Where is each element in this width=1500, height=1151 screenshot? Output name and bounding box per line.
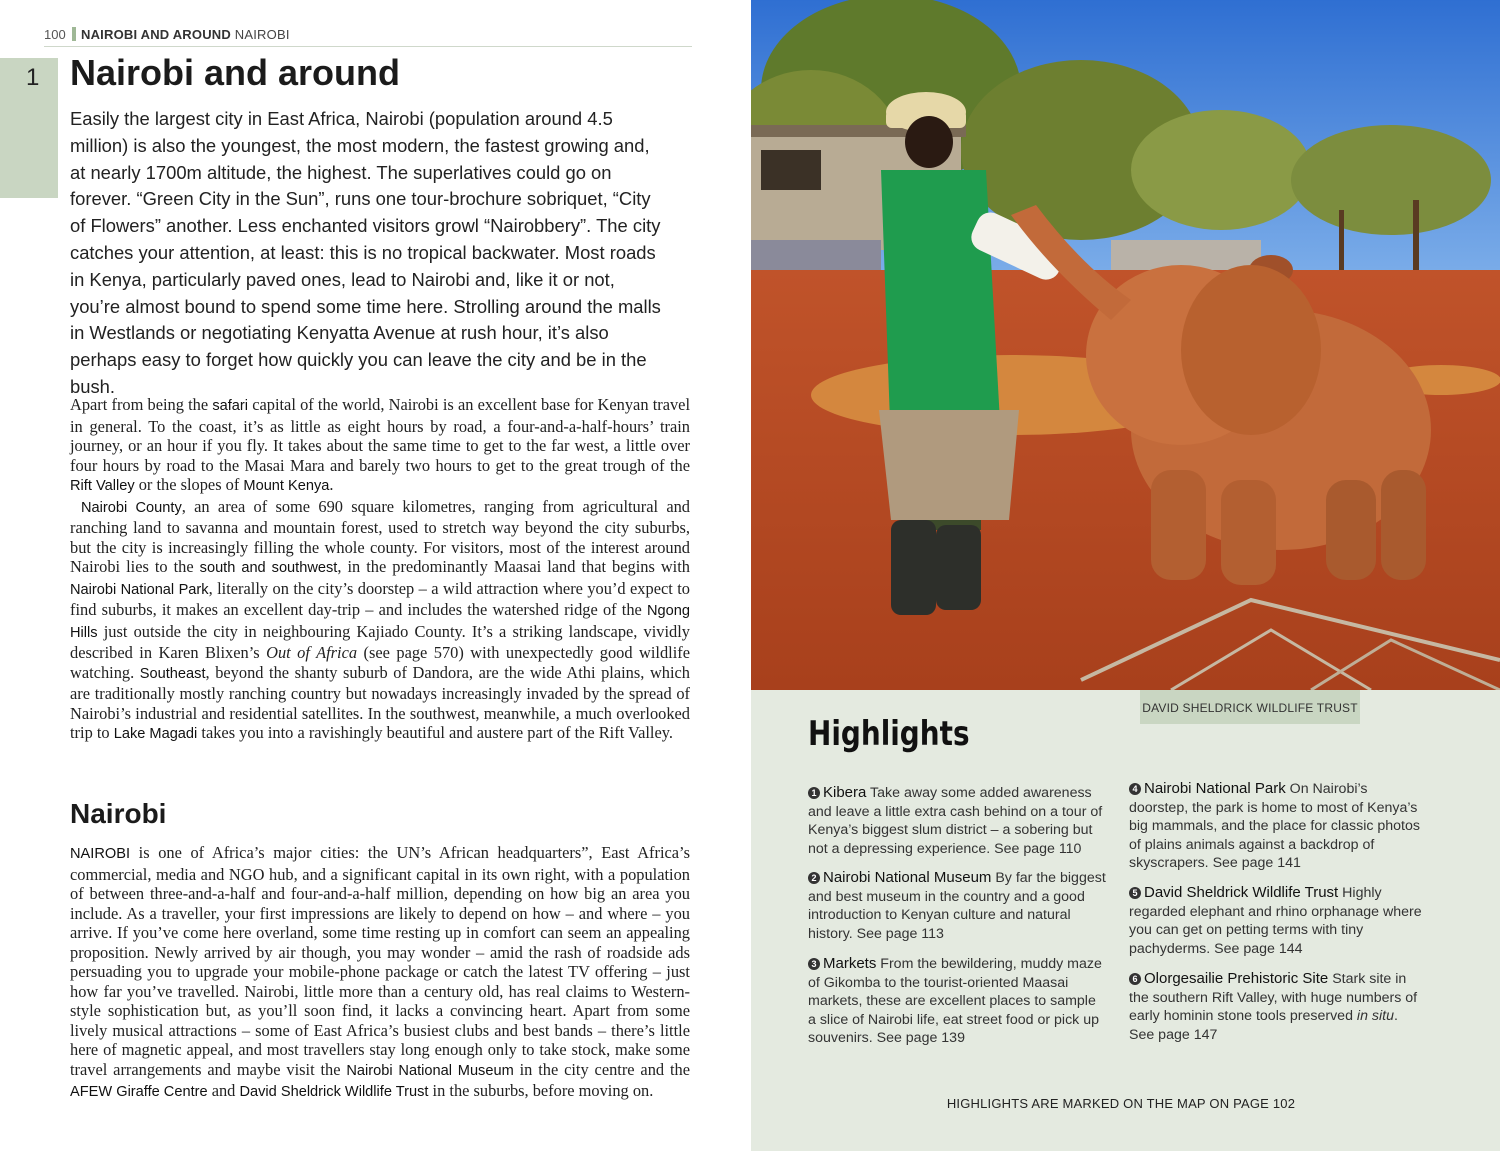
number-badge: 6 xyxy=(1129,973,1141,985)
keyword-nairobi-county: Nairobi County xyxy=(81,499,182,516)
text-run: is one of Africa’s major cities: the UN’s African headquarters”, East Africa’s commercial, media and NGO hub, and a significant capital in its own right, with a population of between three-and-a-half and four-and-a-half million, depending on how big an area you include. As a traveller, your first impressions are likely to depend on how – and where – you arrive. If you’ve come here overland, some time resting up in comfort can seem an appealing proposition. Newly arrived by air though, you may wonder – amid the rash of roadside ads persuading you to upgrade your mobile-phone package or catch the latest TV offering – just how far you’ve travelled. Nairobi, little more than a century old, has real claims to Western-style sophistication but, as you’ll soon find, it lacks a convincing heart. Apart from some lively musical attractions – some of East Africa’s busiest clubs and best bands – there’s little here of magnetic appeal, and most travellers stay long enough only to take stock, make some travel arrangements and maybe visit the xyxy=(70,843,690,1079)
text-run: Apart from being the xyxy=(70,395,213,414)
map-reference-note: HIGHLIGHTS ARE MARKED ON THE MAP ON PAGE 102 xyxy=(946,1096,1296,1111)
keyword-ngong-hills: Ngong Hills xyxy=(70,603,690,641)
highlight-text: Take away some added awareness and leave a little extra cash behind on a tour of Kenya’s biggest slum district – a sobering but not a depressing experience. See page 110 xyxy=(808,785,1103,857)
keyword-lake-magadi: Lake Magadi xyxy=(113,726,198,742)
keyword-safari: safari xyxy=(212,398,249,414)
highlight-text-end: . See page 147 xyxy=(1129,1008,1398,1043)
book-title-out-of-africa: Out of Africa xyxy=(266,643,358,662)
highlight-item xyxy=(1129,884,1427,958)
text-run: . xyxy=(329,475,334,494)
text-run: in the suburbs, before moving on. xyxy=(428,1081,654,1100)
text-run: , beyond the shanty suburb of Dandora, are the wide Athi plains, which are traditionally mostly ranching country but nowadays increasingly invaded by the spread of Nairobi’s industrial and residential satellites. In the southwest, meanwhile, a much overlooked trip to xyxy=(70,662,691,742)
highlight-text: Highly regarded elephant and rhino orphanage where you can get on petting terms with tiny pachyderms. See page 144 xyxy=(1129,885,1422,957)
paragraph-safari xyxy=(70,395,690,497)
keyword-nairobi-national-park: Nairobi National Park xyxy=(70,581,209,598)
text-run: , an area of some 690 square kilometres, ranging from agricultural and ranching land to savanna and mountain forest, used to stretch way beyond the city suburbs, but the city is increasingly filling the whole county. For visitors, most of the interest around Nairobi lies to the xyxy=(70,496,691,576)
number-badge: 3 xyxy=(808,958,820,970)
highlight-item xyxy=(1129,970,1427,1044)
chapter-tab xyxy=(0,58,58,198)
highlight-item xyxy=(808,869,1106,943)
highlight-item xyxy=(808,784,1106,858)
header-subsection: NAIROBI xyxy=(234,27,290,42)
header-section xyxy=(81,27,290,42)
paragraph-nairobi xyxy=(70,843,690,1103)
page-number: 100 xyxy=(44,27,66,42)
keyword-rift-valley: Rift Valley xyxy=(70,478,135,494)
text-run: just outside the city in neighbouring Kajiado County. It’s a striking landscape, vividly described in Karen Blixen’s xyxy=(70,621,690,662)
keyword-south-southwest: south and southwest xyxy=(199,560,338,576)
keyword-afew-giraffe-centre: AFEW Giraffe Centre xyxy=(70,1084,208,1100)
keyword-mount-kenya: Mount Kenya xyxy=(243,478,330,494)
keyword-southeast: Southeast xyxy=(139,665,206,682)
number-badge: 1 xyxy=(808,787,820,799)
text-run: in the city centre and the xyxy=(513,1059,690,1079)
paragraph-nairobi-county xyxy=(70,497,690,745)
text-run: , literally on the city’s doorstep – a wild attraction where you’d expect to find suburbs, it makes an excellent day-trip – and includes the watershed ridge of the xyxy=(70,578,690,619)
chapter-number: 1 xyxy=(26,64,40,91)
header-section-title: NAIROBI AND AROUND xyxy=(81,27,231,42)
number-badge: 2 xyxy=(808,872,820,884)
highlight-text: By far the biggest and best museum in the country and a good introduction to Kenyan culture and natural history. See page 113 xyxy=(808,870,1106,942)
text-run: and xyxy=(207,1081,240,1100)
keyword-david-sheldrick: David Sheldrick Wildlife Trust xyxy=(239,1084,429,1100)
highlight-name: Nairobi National Park xyxy=(1144,780,1286,797)
text-run: (see page 570) with unexpectedly good wildlife watching. xyxy=(70,643,690,682)
elephant-feeding-photo xyxy=(751,0,1500,690)
section-title: Nairobi xyxy=(70,798,167,829)
running-header xyxy=(44,26,692,47)
text-run: capital of the world, Nairobi is an excellent base for Kenyan travel in general. To the coast, it’s as little as eight hours by road, a four-and-a-half-hours’ train journey, or an hour if you fly. It takes about the same time to get to the far west, a little over four hours by road to the Masai Mara and barely two hours to get to the great trough of the xyxy=(70,395,691,475)
number-badge: 4 xyxy=(1129,783,1141,795)
highlight-item xyxy=(808,955,1106,1048)
keyword-nairobi-national-museum: Nairobi National Museum xyxy=(346,1062,514,1079)
photo-credit: DAVID SHELDRICK WILDLIFE TRUST xyxy=(1140,690,1360,724)
photo-illustration xyxy=(751,0,1500,690)
text-run: or the slopes of xyxy=(134,475,244,494)
text-run: , in the predominantly Maasai land that begins with xyxy=(337,557,690,576)
highlight-text: On Nairobi’s doorstep, the park is home to most of Kenya’s big mammals, and the place for classic photos of plains animals against a backdrop of skyscrapers. See page 141 xyxy=(1129,781,1420,872)
highlight-name: Kibera xyxy=(823,784,867,801)
body-text-intro xyxy=(70,395,690,745)
header-accent-bar xyxy=(72,27,76,41)
highlight-name: Markets xyxy=(823,955,877,972)
number-badge: 5 xyxy=(1129,887,1141,899)
highlight-name: Olorgesailie Prehistoric Site xyxy=(1144,970,1329,987)
highlights-title: Highlights xyxy=(808,714,970,754)
keyword-nairobi: NAIROBI xyxy=(70,846,131,862)
body-text-nairobi xyxy=(70,843,690,1103)
highlight-name: David Sheldrick Wildlife Trust xyxy=(1144,884,1339,901)
highlight-name: Nairobi National Museum xyxy=(823,869,992,886)
chapter-title: Nairobi and around xyxy=(70,52,401,93)
highlight-text: Stark site in the southern Rift Valley, with huge numbers of early hominin stone tools preserved xyxy=(1129,971,1418,1025)
highlight-italic: in situ xyxy=(1356,1008,1394,1025)
highlight-text: From the bewildering, muddy maze of Gikomba to the tourist-oriented Maasai markets, these are excellent places to sample a slice of Nairobi life, eat street food or pick up souvenirs. See page 139 xyxy=(808,956,1102,1047)
intro-paragraph: Easily the largest city in East Africa, Nairobi (population around 4.5 million) is also the youngest, the most modern, the fastest growing and, at nearly 1700m altitude, the highest. The superlatives could go on forever. “Green City in the Sun”, runs one tour-brochure sobriquet, “City of Flowers” another. Less enchanted visitors growl “Nairobbery”. The city catches your attention, at least: this is no tropical backwater. Most roads in Kenya, particularly paved ones, lead to Nairobi and, like it or not, you’re almost bound to spend some time here. Strolling around the malls in Westlands or negotiating Kenyatta Avenue at rush hour, it’s also perhaps easy to forget how quickly you can leave the city and be in the bush. xyxy=(70,108,661,397)
highlight-item xyxy=(1129,780,1427,873)
text-run: takes you into a ravishingly beautiful and austere part of the Rift Valley. xyxy=(197,723,673,742)
